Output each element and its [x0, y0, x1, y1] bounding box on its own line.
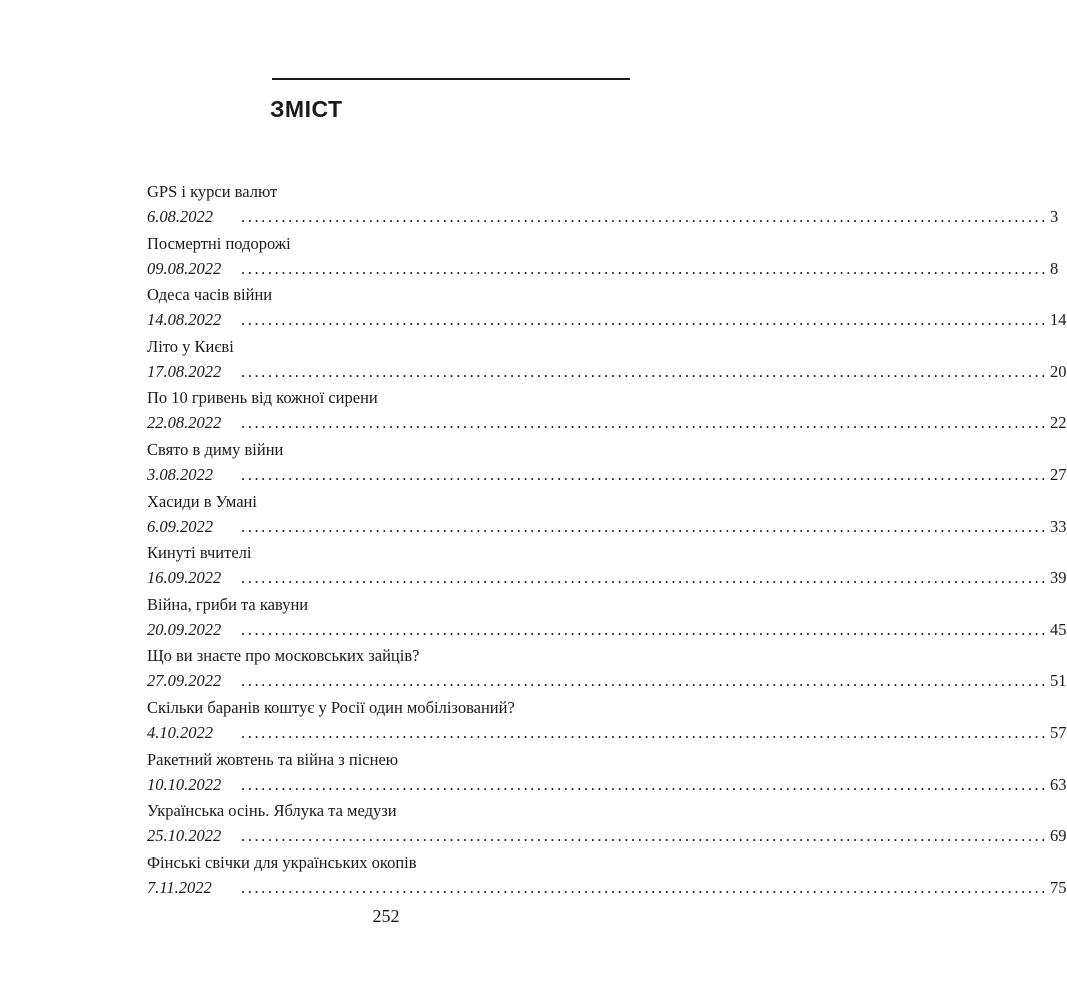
- toc-dot-leader: ........................................................................................................................: [241, 826, 1048, 846]
- toc-entry-title: Одеса часів війни: [147, 285, 273, 305]
- toc-entry-line: [147, 565, 1067, 591]
- toc-entry-line: [147, 823, 1067, 849]
- toc-entry-title: Українська осінь. Яблука та медузи: [147, 801, 397, 821]
- toc-entry-date: 09.08.2022: [147, 258, 222, 278]
- toc-dot-leader: ........................................................................................................................: [241, 310, 1048, 330]
- toc-entry-date: 17.08.2022: [147, 361, 222, 381]
- toc-entry[interactable]: [147, 799, 1067, 851]
- toc-entry-page: 3: [1050, 207, 1059, 226]
- page-number: 252: [372, 906, 400, 926]
- toc-entry-line: [147, 462, 1067, 488]
- toc-entry[interactable]: [147, 180, 1059, 232]
- toc-entry-page: 8: [1050, 258, 1059, 278]
- toc-entry-line: [147, 204, 1059, 230]
- toc-entry-title: Що ви знаєте про московських зайців?: [147, 646, 420, 666]
- toc-dot-leader: ........................................................................................................................: [241, 722, 1048, 742]
- toc-entry-line: [147, 359, 1067, 385]
- toc-entry[interactable]: [147, 644, 1067, 696]
- toc-entry-line: [147, 875, 1067, 901]
- toc-dot-leader: ........................................................................................................................: [241, 361, 1048, 381]
- toc-dot-leader: ........................................................................................................................: [241, 877, 1048, 897]
- toc-dot-leader: ........................................................................................................................: [241, 619, 1048, 639]
- toc-dot-leader: ........................................................................................................................: [241, 774, 1048, 794]
- toc-entry-line: [147, 410, 1067, 436]
- toc-dot-leader: ........................................................................................................................: [241, 258, 1048, 278]
- toc-entry-page: 69: [1050, 826, 1067, 846]
- toc-entry-line: [147, 514, 1067, 540]
- toc-entry-date: 22.08.2022: [147, 413, 222, 433]
- toc-entry-line: [147, 720, 1067, 746]
- toc-entry-line: [147, 668, 1067, 694]
- toc-dot-leader: ........................................................................................................................: [241, 464, 1048, 484]
- toc-dot-leader: ........................................................................................................................: [241, 516, 1048, 536]
- toc-dot-leader: ........................................................................................................................: [241, 568, 1048, 588]
- toc-entry-line: [147, 772, 1067, 798]
- toc-entry[interactable]: [147, 386, 1067, 438]
- toc-entry[interactable]: [147, 748, 1067, 800]
- toc-entry-date: 20.09.2022: [147, 619, 222, 639]
- toc-entry-date: 6.08.2022: [147, 207, 213, 226]
- toc-entry-page: 27: [1050, 464, 1067, 484]
- toc-entry-date: 4.10.2022: [147, 722, 213, 742]
- toc-entry-date: 14.08.2022: [147, 310, 222, 330]
- toc-entry-page: 63: [1050, 774, 1067, 794]
- toc-entry-page: 22: [1050, 413, 1067, 433]
- toc-entry-date: 10.10.2022: [147, 774, 222, 794]
- toc-dot-leader: ........................................................................................................................: [241, 413, 1048, 433]
- toc-heading: ЗМІСТ: [270, 96, 343, 122]
- toc-entry-page: 75: [1050, 877, 1067, 897]
- toc-entry-date: 3.08.2022: [147, 464, 213, 484]
- toc-entry-page: 39: [1050, 568, 1067, 588]
- toc-entry-title: Посмертні подорожі: [147, 233, 291, 253]
- toc-entry-date: 16.09.2022: [147, 568, 222, 588]
- toc-entry-title: Війна, гриби та кавуни: [147, 594, 309, 614]
- toc-entry-page: 57: [1050, 722, 1067, 742]
- toc-entry-page: 33: [1050, 516, 1067, 536]
- toc-entry[interactable]: [147, 541, 1067, 593]
- toc-entry-title: GPS і курси валют: [147, 182, 278, 201]
- toc-dot-leader: ........................................................................................................................: [241, 671, 1048, 691]
- toc-entry-page: 45: [1050, 619, 1067, 639]
- toc-entry-page: 51: [1050, 671, 1067, 691]
- toc-entry-page: 14: [1050, 310, 1067, 330]
- toc-entry-title: Літо у Києві: [147, 336, 234, 356]
- toc-entry-line: [147, 617, 1067, 643]
- toc-entry-title: Хасиди в Умані: [147, 491, 257, 511]
- toc-entry-title: Свято в диму війни: [147, 439, 284, 459]
- toc-entry[interactable]: [147, 283, 1067, 335]
- toc-entry-title: Ракетний жовтень та війна з піснею: [147, 749, 399, 769]
- toc-entry[interactable]: [147, 490, 1067, 542]
- toc-entry-title: Фінські свічки для українських окопів: [147, 852, 417, 872]
- toc-entry-date: 7.11.2022: [147, 877, 212, 897]
- toc-entry[interactable]: [147, 232, 1059, 284]
- toc-entry[interactable]: [147, 438, 1067, 490]
- toc-entry-date: 6.09.2022: [147, 516, 213, 536]
- heading-rule: [272, 78, 630, 80]
- toc-entry-title: Скільки баранів коштує у Росії один мобілізований?: [147, 697, 515, 717]
- toc-dot-leader: ........................................................................................................................: [241, 207, 1048, 226]
- toc-entry-title: Кинуті вчителі: [147, 543, 252, 563]
- toc-entry-line: [147, 307, 1067, 333]
- toc-entry-page: 20: [1050, 361, 1067, 381]
- toc-entry-date: 27.09.2022: [147, 671, 222, 691]
- toc-entry[interactable]: [147, 335, 1067, 387]
- table-of-contents: [147, 180, 1067, 902]
- toc-entry[interactable]: [147, 593, 1067, 645]
- toc-entry[interactable]: [147, 696, 1067, 748]
- toc-entry-date: 25.10.2022: [147, 826, 222, 846]
- toc-entry[interactable]: [147, 851, 1067, 903]
- toc-entry-title: По 10 гривень від кожної сирени: [147, 388, 378, 408]
- toc-entry-line: [147, 256, 1059, 282]
